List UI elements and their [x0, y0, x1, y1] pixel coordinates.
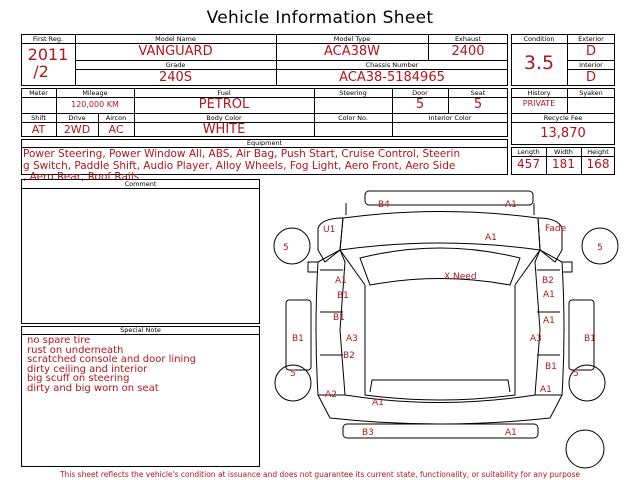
history-label: History: [527, 89, 551, 97]
shift-label: Shift: [31, 114, 46, 122]
shift-value: AT: [31, 123, 46, 136]
model-name-label: Model Name: [155, 35, 196, 43]
mark-a1-right-rear: A1: [540, 385, 552, 395]
mark-a1-right: A1: [543, 290, 555, 300]
seat-value: 5: [473, 97, 483, 112]
comment-box: [21, 179, 260, 324]
syaken-label: Syaken: [579, 89, 603, 97]
mark-b1-left: B1: [337, 291, 349, 301]
page-title: Vehicle Information Sheet: [206, 8, 434, 28]
exterior-value: D: [585, 44, 596, 59]
mark-5-left-rear: 5: [290, 369, 296, 379]
grade-value: 240S: [158, 70, 193, 85]
mark-u1: U1: [323, 225, 336, 235]
width-label: Width: [554, 148, 573, 156]
fuel-value: PETROL: [198, 97, 250, 112]
first-reg-value-2: /2: [33, 62, 49, 81]
aircon-label: Aircon: [105, 114, 127, 122]
special-note-item: rust on underneath: [27, 344, 124, 356]
mark-a1-rear: A1: [372, 398, 384, 408]
condition-label: Condition: [523, 35, 555, 43]
chassis-number-value: ACA38-5184965: [339, 70, 445, 85]
special-note-item: dirty and big worn on seat: [27, 382, 159, 394]
length-label: Length: [517, 148, 540, 156]
mark-a1-top: A1: [505, 200, 517, 210]
mark-a1-right2: A1: [543, 316, 555, 326]
body-color-label: Body Color: [206, 114, 242, 122]
mark-5-right-rear: 5: [573, 369, 579, 379]
mark-a1-hood: A1: [485, 233, 497, 243]
car-damage-diagram: [265, 185, 620, 470]
mark-b1-door-left: B1: [292, 334, 304, 344]
spare-tire: [566, 430, 604, 468]
recycle-fee-value: 13,870: [540, 126, 586, 141]
first-reg-value-1: 2011: [27, 45, 69, 64]
mileage-value: 120,000 KM: [71, 100, 119, 109]
mark-a2-left: A2: [325, 390, 337, 400]
special-note-label: Special Note: [120, 326, 161, 334]
windshield-panel: [360, 248, 520, 285]
equipment-line: g Switch, Paddle Shift, Audio Player, Alloy Wheels, Fog Light, Aero Front, Aero Side: [23, 159, 456, 172]
interior-color-label: Interior Color: [428, 114, 472, 122]
drive-label: Drive: [68, 114, 86, 122]
length-value: 457: [517, 157, 540, 171]
history-value: PRIVATE: [522, 99, 556, 108]
mark-b2-right: B2: [542, 276, 554, 286]
footer-disclaimer: This sheet reflects the vehicle's condition at issuance and does not guarantee its current state, functionality, or suitability for any purpose: [59, 470, 581, 479]
mark-a1-bottom: A1: [505, 428, 517, 438]
special-note-item: no spare tire: [27, 335, 91, 346]
height-value: 168: [586, 157, 610, 171]
door-value: 5: [415, 97, 425, 112]
seat-label: Seat: [470, 89, 486, 97]
equipment-label: Equipment: [246, 139, 283, 147]
special-note-item: big scuff on steering: [27, 373, 130, 385]
mark-b1-right3: B1: [545, 362, 557, 372]
mark-b1-door-right: B1: [584, 334, 596, 344]
exhaust-label: Exhaust: [454, 35, 482, 43]
interior-label: Interior: [579, 61, 603, 69]
drive-value: 2WD: [63, 123, 91, 136]
equipment-line: Power Steering, Power Window All, ABS, Air Bag, Push Start, Cruise Control, Steerin: [23, 148, 461, 160]
mark-fade: Fade: [545, 224, 567, 234]
rear-gate-panel: [318, 395, 562, 424]
left-front-wheel: [274, 228, 310, 264]
mark-b3: B3: [362, 428, 374, 438]
first-reg-label: First Reg.: [32, 35, 64, 43]
mark-b2-left: B2: [343, 351, 355, 361]
grade-label: Grade: [165, 61, 186, 69]
door-label: Door: [412, 89, 428, 97]
comment-label: Comment: [124, 180, 157, 188]
mileage-label: Mileage: [82, 89, 108, 97]
width-value: 181: [552, 157, 575, 171]
model-name-value: VANGUARD: [138, 44, 213, 59]
fuel-label: Fuel: [217, 89, 231, 97]
special-note-item: scratched console and door lining: [27, 354, 196, 366]
roof-panel: [365, 285, 515, 400]
mark-a3-left: A3: [346, 334, 358, 344]
meter-label: Meter: [29, 89, 48, 97]
special-notes-list: [27, 336, 196, 394]
recycle-fee-label: Recycle Fee: [543, 114, 583, 122]
exhaust-value: 2400: [451, 44, 485, 59]
mark-a1-left: A1: [335, 276, 347, 286]
mark-b1-left2: B1: [333, 313, 345, 323]
condition-value: 3.5: [523, 52, 555, 74]
exterior-label: Exterior: [578, 35, 604, 43]
model-type-label: Model Type: [333, 35, 371, 43]
mark-b4: B4: [378, 200, 390, 210]
interior-value: D: [585, 70, 596, 85]
steering-label: Steering: [339, 89, 367, 97]
color-no-label: Color No.: [338, 114, 368, 122]
equipment-line: , Aero Rear, Roof Rails: [23, 171, 140, 183]
mark-5-left-front: 5: [283, 243, 289, 253]
mark-x-need: X Need: [444, 272, 477, 282]
aircon-value: AC: [108, 123, 124, 136]
mark-a3-right: A3: [530, 334, 542, 344]
chassis-number-label: Chassis Number: [365, 61, 419, 69]
hood-panel: [340, 212, 540, 251]
mark-5-right-front: 5: [597, 243, 603, 253]
special-note-item: dirty ceiling and interior: [27, 363, 148, 375]
height-label: Height: [587, 148, 609, 156]
model-type-value: ACA38W: [323, 44, 381, 59]
body-color-value: WHITE: [202, 122, 246, 137]
